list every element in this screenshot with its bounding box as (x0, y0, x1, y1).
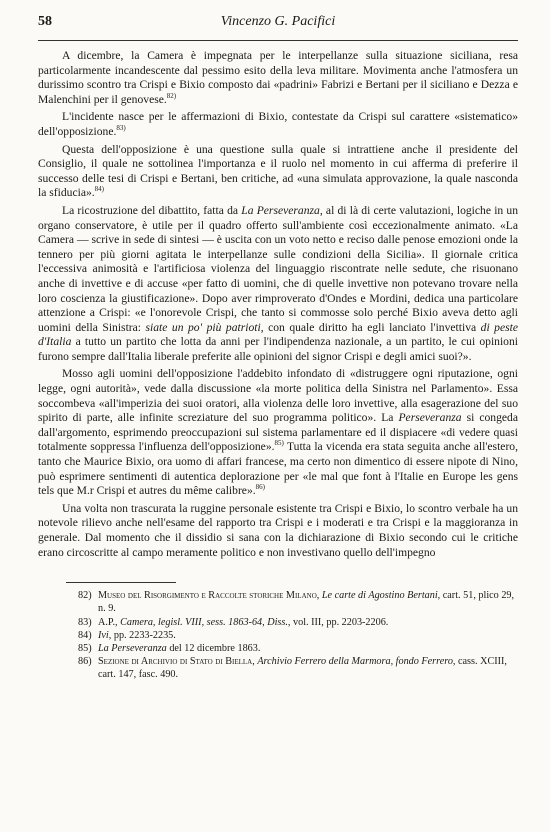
footnote-ref-86[interactable]: 86) (255, 483, 265, 492)
footnote-86: 86) Sezione di Archivio di Stato di Biella, Archivio Ferrero della Marmora, fondo Ferrero, cass. XCIII, cart. 147, fasc. 490. (78, 656, 507, 681)
running-head: Vincenzo G. Pacifici (220, 14, 336, 29)
page-header (38, 14, 518, 41)
paragraph-6: Una volta non trascurata la ruggine personale esistente tra Crispi e Bixio, lo scontro verbale ha un notevole rilievo anche nell'esame del rapporto tra Crispi e i moderati e tra Crispi e la maggioranza in generale. Dal momento che il dissidio si sana con la dichiarazione di Bixio secondo cui le critiche erano circoscritte al campo meramente politico e non investivano quello dell'impegno (38, 501, 518, 559)
footnote-82: 82) Museo del Risorgimento e Raccolte storiche Milano, Le carte di Agostino Bertani, cart. 51, plico 29, n. 9. (78, 590, 515, 615)
footnote-divider (66, 582, 176, 583)
paragraph-4: La ricostruzione del dibattito, fatta da La Perseveranza, al di là di certe valutazioni, logiche in un organo conservatore, è utile per il quadro offerto sull'ambiente così eccezionalmente animato. «La Camera — scrive in sede di sintesi — è uscita con un voto netto e reciso dalle penose emozioni onde la tennero per più giorni agitata le interpellanze sulle condizioni della Sicilia». Il giornale critica l'eccessiva animosità e l'artificiosa violenza del linguaggio riscontrate nelle sedute, che risuonano anche di invettive e di accuse «per fatto di uomini, che di quelle invettive non potevano trovare nella loro coscienza la giustificazione». Dopo aver rimproverato d'Ondes e Mordini, dedica una particolare attenzione a Crispi: «e l'onorevole Crispi, che tanto si commosse solo perché Bixio aveva detto agli uomini della Sinistra: siate un po' più patrioti, con quale diritto ha egli lanciato l'invettiva di peste d'Italia a tutto un partito che lotta da anni per l'indipendenza nazionale, a un partito, le cui opinioni furono sempre dall'Italia liberale preferite alle opinioni del signor Crispi e degli amici suoi?». (38, 203, 519, 363)
paragraph-3: Questa dell'opposizione è una questione sulla quale si intrattiene anche il presidente del Consiglio, il quale ne sottolinea l'importanza e il ruolo nel momento in cui afferma di preferire il successo delle tesi di Crispi e Bertani, ben critiche, ad «una simulata approvazione, la quale nasconda la sfiducia».$^{84)}$ (38, 142, 518, 200)
footnote-ref-82[interactable]: 82) (166, 91, 177, 100)
footnotes (38, 589, 518, 681)
footnote-ref-83[interactable]: 83) (116, 124, 126, 133)
body-text (38, 49, 518, 560)
footnote-85: 85) La Perseveranza del 12 dicembre 1863. (78, 643, 261, 654)
footnote-ref-85[interactable]: 85) (274, 439, 284, 448)
paragraph-5: Mosso agli uomini dell'opposizione l'addebito infondato di «distruggere ogni riputazione, ogni legge, ogni autorità», vede dalla discussione «la morte politica della Sinistra nel Parlamento». Essa soccombeva «all'imperizia dei suoi oratori, alla violenza delle loro invettive, alla esagerazione del suo spirito di parte, alle infinite screziature del suo programma politico». La Perseveranza si congeda dall'argomento, esprimendo preoccupazioni sul sistema parlamentare ed il dispiacere «di vedere quasi totalmente soppressa l'influenza dell'opposizione».$^{85)}$ Tutta la vicenda era stata seguita anche all'estero, tanto che Maurice Bixio, ora uomo di affari francese, ma certo non dimentico di essere nipote di Nino, può esprimere sentimenti di autentica deplorazione per «le mal que font à l'Italie en Europe les gens tels que M.r Crispi et autres du même calibre».$^{86)}$ (38, 367, 518, 498)
paragraph-2: L'incidente nasce per le affermazioni di Bixio, contestate da Crispi sul carattere «sistematico» dell'opposizione.$^{83)}$ (38, 110, 518, 138)
footnote-ref-84[interactable]: 84) (94, 185, 105, 194)
paragraph-1: A dicembre, la Camera è impegnata per le interpellanze sulla situazione siciliana, resa particolarmente incandescente dal pessimo esito della leva militare. Movimenta anche l'atmosfera un durissimo scontro tra Crispi e Bixio composto dai «padrini» Fabrizi e Bertani per il siciliano e Dezza e Malenchini per il genovese.$^{82)}$ (38, 49, 518, 106)
footnote-84: 84) Ivi, pp. 2233-2235. (78, 629, 176, 641)
newspaper-title: La Perseveranza (241, 203, 320, 217)
page-number: 58 (38, 14, 52, 29)
footnote-83: 83) A.P., Camera, legisl. VIII, sess. 1863-64, Diss., vol. III, pp. 2203-2206. (78, 616, 389, 628)
